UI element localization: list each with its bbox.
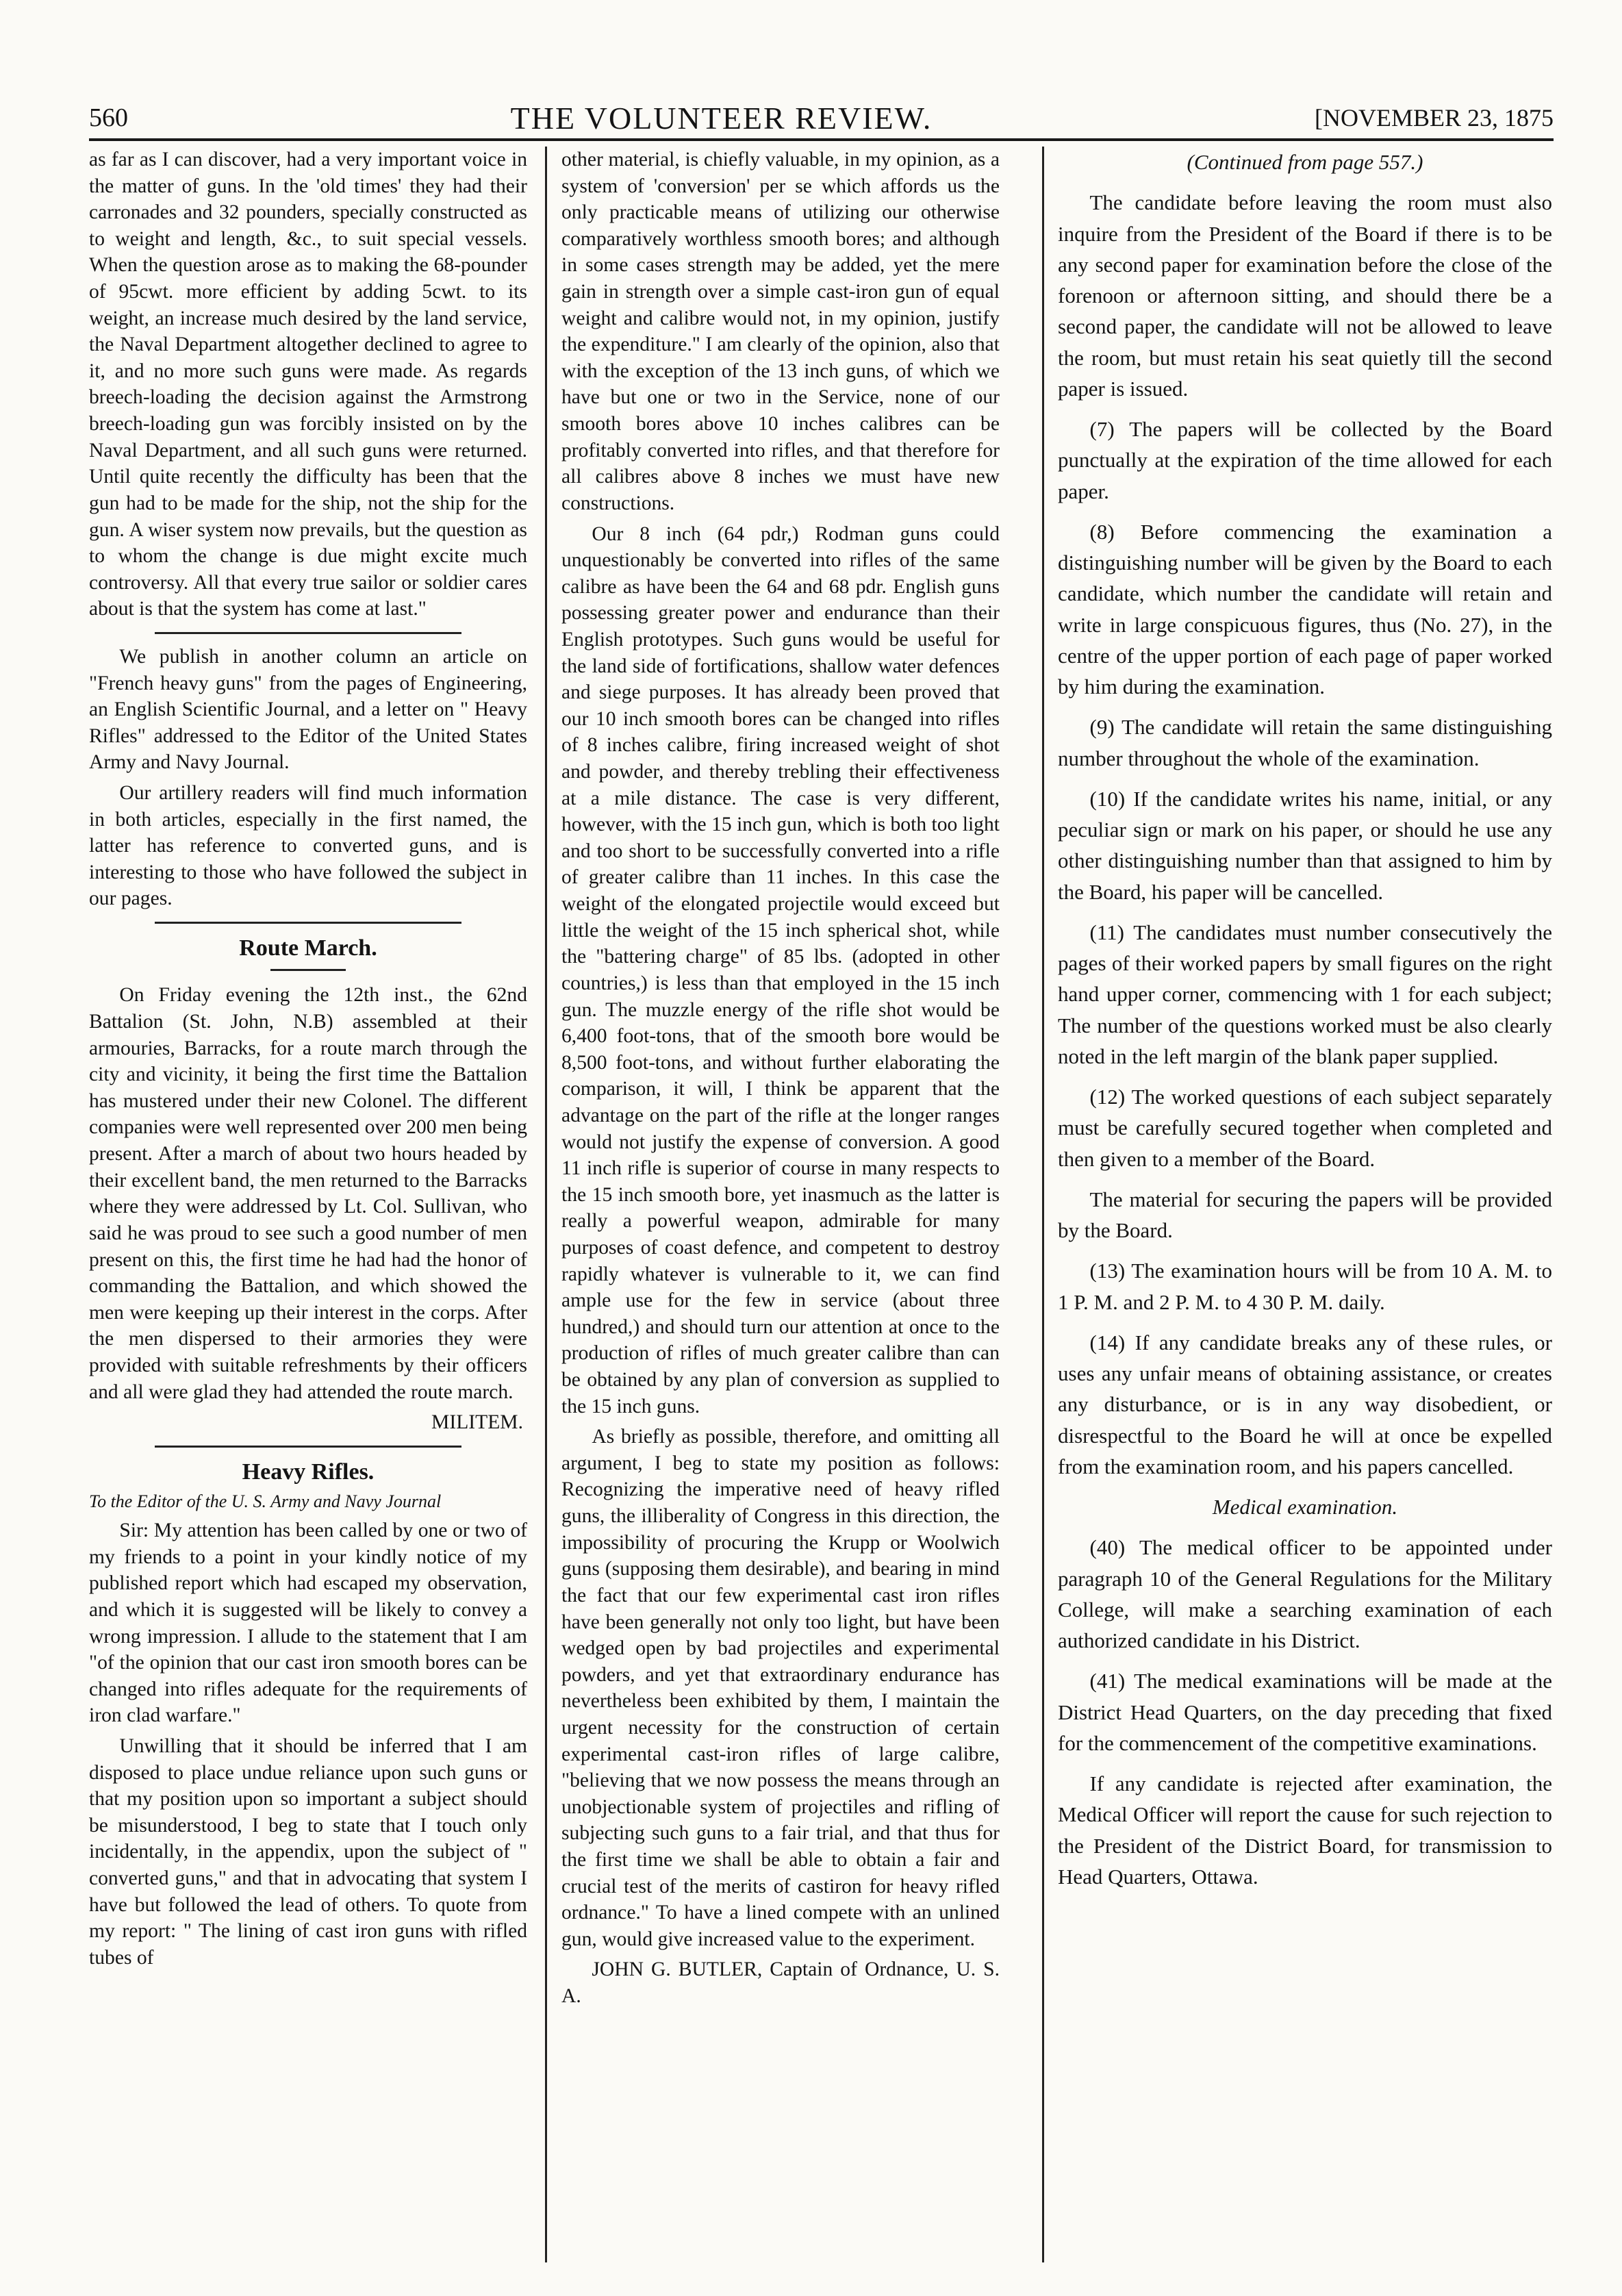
- article-paragraph: (10) If the candidate writes his name, initial, or any peculiar sign or mark on his paper, or should he use any other distinguishing number than that assigned to him by the Board, his paper will be cancelled.: [1058, 786, 1552, 904]
- column-1: [89, 147, 527, 2262]
- column-3: [1058, 147, 1552, 2262]
- article-paragraph: The candidate before leaving the room must also inquire from the President of the Board if there is to be any second paper for examination before the close of the forenoon or afternoon sitting, and should there be a second paper, the candidate will not be allowed to leave the room, but must retain his seat quietly till the second paper is issued.: [1058, 190, 1552, 401]
- section-heading: Route March.: [239, 935, 377, 961]
- article-paragraph: We publish in another column an article on "French heavy guns" from the pages of Engineering, an English Scientific Journal, and a letter on " Heavy Rifles" addressed to the Editor of the United States Army and Navy Journal.: [89, 645, 527, 774]
- page-number: 560: [89, 103, 128, 132]
- article-paragraph: (41) The medical examinations will be made at the District Head Quarters, on the day preceding that fixed for the commencement of the competitive examinations.: [1058, 1669, 1552, 1755]
- signature: JOHN G. BUTLER, Captain of Ordnance, U. S. A.: [561, 1958, 1000, 2008]
- article-paragraph: (7) The papers will be collected by the Board punctually at the expiration of the time allowed for each paper.: [1058, 417, 1552, 503]
- signature: MILITEM.: [431, 1411, 523, 1434]
- column-rule: [1042, 147, 1044, 2262]
- article-paragraph: (40) The medical officer to be appointed under paragraph 10 of the General Regulations for the Military College, will make a searching examination of each authorized candidate in his District.: [1058, 1535, 1552, 1652]
- article-paragraph: As briefly as possible, therefore, and omitting all argument, I beg to state my position as follows: Recognizing the imperative need of heavy rifled guns, the illiberality of Congress in this direction, the impossibility of procuring the Krupp or Woolwich guns (supposing them desirable), and bearing in mind the fact that our few experimental cast iron rifles have been generally not only too light, but have been wedged open by bad projectiles and experimental powders, and yet that extraordinary endurance has nevertheless been exhibited by them, I maintain the urgent necessity for the construction of certain experimental cast-iron rifles of large calibre, "believing that we now possess the means through an unobjectionable system of projectiles and rifling of subjecting such guns to a fair trial, and that thus for the first time we shall be able to obtain a fair and crucial test of the merits of castiron for heavy rifled ordnance." To have a lined compete with an unlined gun, would give increased value to the experiment.: [561, 1426, 1000, 1950]
- divider: [155, 1446, 461, 1448]
- article-paragraph: Sir: My attention has been called by one or two of my friends to a point in your kindly notice of my published report which had escaped my observation, and which it is suggested will be likely to convey a wrong impression. I allude to the statement that I am "of the opinion that our cast iron smooth bores can be changed into rifles adequate for the requirements of iron clad warfare.": [89, 1519, 527, 1727]
- divider: [270, 969, 346, 971]
- article-paragraph: Our 8 inch (64 pdr,) Rodman guns could unquestionably be converted into rifles of the same calibre as have been the 64 and 68 pdr. English guns possessing greater power and endurance than their English prototypes. Such guns would be useful for the land side of fortifications, shallow water defences and siege purposes. It has already been proved that our 10 inch smooth bores can be changed into rifles of 8 inches calibre, firing increased weight of shot and powder, and thereby trebling their effectiveness at a mile distance. The case is very different, however, with the 15 inch gun, which is both too light and too short to be successfully converted into a rifle of greater calibre than 11 inches. In this case the weight of the elongated projectile would exceed but little the weight of the 15 inch spherical shot, while the "battering charge" of 85 lbs. (adopted in other countries,) is less than that employed in the 15 inch gun. The muzzle energy of the rifle shot would be 6,400 foot-tons, that of the smooth bore would be 8,500 foot-tons, and without further elaborating the comparison, it will, I think be apparent that the advantage on the part of the rifle at the longer ranges would not justify the expense of conversion. A good 11 inch rifle is superior of course in many respects to the 15 inch smooth bore, yet inasmuch as the latter is really a powerful weapon, admirable for many purposes of coast defence, and competent to destroy rapidly whatever is vulnerable to it, we can find ample use for the few in service (about three hundred,) and should turn our attention at once to the production of rifles of much greater calibre than can be obtained by any plan of conversion as supplied to the 15 inch guns.: [561, 522, 1000, 1417]
- article-paragraph: (13) The examination hours will be from 10 A. M. to 1 P. M. and 2 P. M. to 4 30 P. M. daily.: [1058, 1259, 1552, 1314]
- section-heading: Medical examination.: [1212, 1495, 1398, 1519]
- divider: [155, 922, 461, 924]
- article-paragraph: (9) The candidate will retain the same distinguishing number throughout the whole of the examination.: [1058, 715, 1552, 770]
- article-paragraph: other material, is chiefly valuable, in my opinion, as a system of 'conversion' per se which affords us the only practicable means of utilizing our otherwise comparatively worthless smooth bores; and although in some cases strength may be added, yet the mere gain in strength over a simple cast-iron gun of equal weight and calibre would not, in my opinion, justify the expenditure." I am clearly of the opinion, also that with the exception of the 13 inch guns, of which we have but one or two in the Service, none of our smooth bores above 10 inches calibres can be profitably converted into rifles, and that therefore for all calibres above 8 inches we must have new constructions.: [561, 149, 1000, 514]
- divider: [155, 632, 461, 634]
- article-paragraph: (11) The candidates must number consecutively the pages of their worked papers by small figures on the right hand upper corner, commencing with 1 for each subject; The number of the questions worked must be also clearly noted in the left margin of the blank paper supplied.: [1058, 920, 1552, 1068]
- column-2: [561, 147, 1000, 2262]
- page-header: [89, 97, 1554, 141]
- article-paragraph: Unwilling that it should be inferred that I am disposed to place undue reliance upon such guns or that my position upon so important a subject should be misunderstood, I beg to state that I touch only incidentally, in the appendix, upon the subject of " converted guns," and that in advocating that system I have but followed the lead of others. To quote from my report: " The lining of cast iron guns with rifled tubes of: [89, 1734, 527, 1969]
- article-paragraph: If any candidate is rejected after examination, the Medical Officer will report the cause for such rejection to the President of the District Board, for transmission to Head Quarters, Ottawa.: [1058, 1771, 1552, 1889]
- continued-note: (Continued from page 557.): [1187, 150, 1423, 174]
- issue-date: [NOVEMBER 23, 1875: [1315, 104, 1554, 131]
- article-paragraph: On Friday evening the 12th inst., the 62nd Battalion (St. John, N.B) assembled at their armouries, Barracks, for a route march through the city and vicinity, it being the first time the Battalion has mustered under their new Colonel. The different companies were well represented over 200 men being present. After a march of about two hours headed by their excellent band, the men returned to the Barracks where they were addressed by Lt. Col. Sullivan, who said he was proud to see such a good number of men present on this, the first time he had had the honor of commanding the Battalion, and which showed the men were keeping up their interest in the corps. After the men dispersed to their armories they were provided with suitable refreshments by their officers and all were glad they had attended the route march.: [89, 984, 527, 1403]
- article-paragraph: (14) If any candidate breaks any of these rules, or uses any unfair means of obtaining assistance, or creates any disturbance, or is in any way disobedient, or disrespectful to the Board he will at once be expelled from the examination room, and his papers cancelled.: [1058, 1330, 1552, 1478]
- article-paragraph: Our artillery readers will find much information in both articles, especially in the first named, the latter has reference to converted guns, and is interesting to those who have followed the subject in our pages.: [89, 782, 527, 910]
- letter-address: To the Editor of the U. S. Army and Navy Journal: [89, 1491, 442, 1512]
- section-heading: Heavy Rifles.: [242, 1459, 375, 1485]
- article-paragraph: (12) The worked questions of each subject separately must be carefully secured together when completed and then given to a member of the Board.: [1058, 1085, 1552, 1171]
- article-paragraph: (8) Before commencing the examination a distinguishing number will be given by the Board to each candidate, which number the candidate will retain and write in large conspicuous figures, thus (No. 27), in the centre of the upper portion of each page of paper worked by him during the examination.: [1058, 519, 1552, 698]
- newspaper-title: THE VOLUNTEER REVIEW.: [510, 100, 933, 136]
- column-rule: [545, 147, 547, 2262]
- article-paragraph: The material for securing the papers will be provided by the Board.: [1058, 1187, 1552, 1242]
- article-paragraph: as far as I can discover, had a very important voice in the matter of guns. In the 'old times' they had their carronades and 32 pounders, specially constructed as to weight and length, &c., to suit special vessels. When the question arose as to making the 68-pounder of 95cwt. more efficient by adding 5cwt. to its weight, an increase much desired by the land service, the Naval Department altogether declined to agree to it, and no more such guns were made. As regards breech-loading the decision against the Armstrong breech-loading gun was forcibly insisted on by the Naval Department, and all such guns were returned. Until quite recently the difficulty has been that the gun had to be made for the ship, not the ship for the gun. A wiser system now prevails, but the question as to whom the change is due might excite much controversy. All that every true sailor or soldier cares about is that the system has come at last.": [89, 149, 527, 620]
